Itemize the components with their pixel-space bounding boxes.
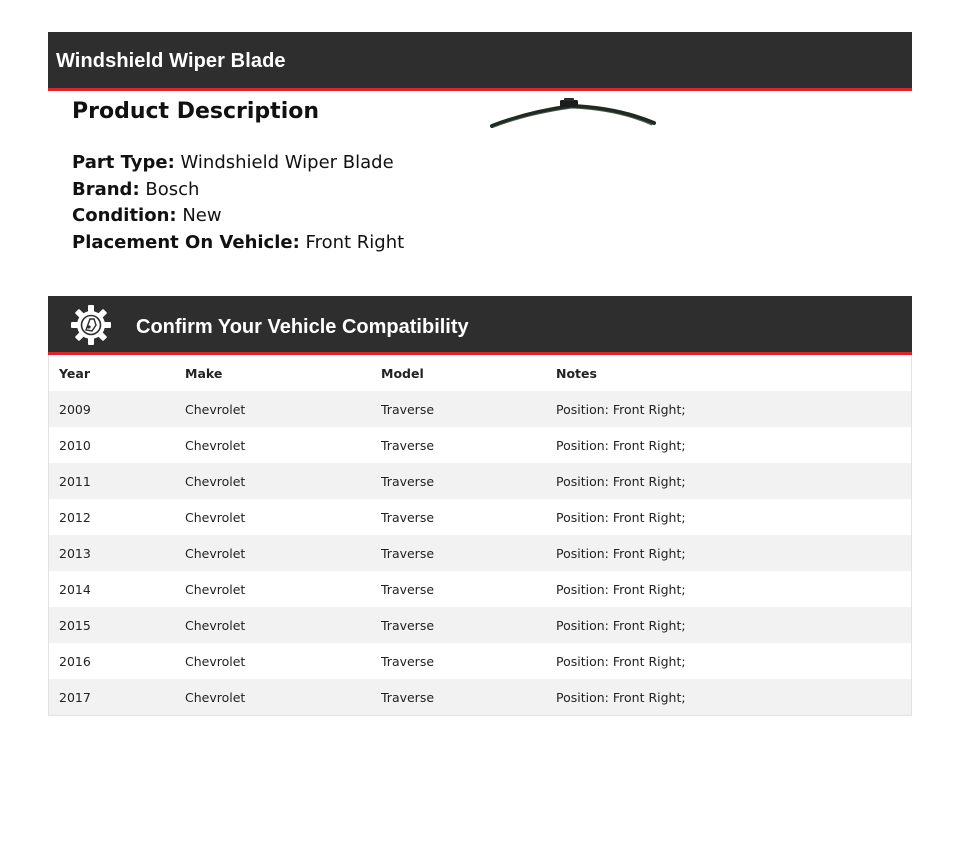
page-title: Windshield Wiper Blade: [56, 50, 286, 72]
column-header-notes: Notes: [546, 355, 911, 391]
spec-label: Part Type:: [72, 152, 175, 173]
cell-notes: Position: Front Right;: [546, 571, 911, 607]
column-header-model: Model: [371, 355, 546, 391]
cell-notes: Position: Front Right;: [546, 535, 911, 571]
compatibility-table: [48, 355, 912, 716]
cell-model: Traverse: [371, 499, 546, 535]
spec-value: Bosch: [145, 178, 200, 200]
cell-notes: Position: Front Right;: [546, 391, 911, 427]
table-row: [49, 607, 911, 643]
table-row: [49, 499, 911, 535]
cell-year: 2011: [49, 463, 175, 499]
spec-part-type: [72, 150, 472, 177]
spec-label: Placement On Vehicle:: [72, 231, 300, 253]
cell-make: Chevrolet: [175, 679, 371, 715]
cell-make: Chevrolet: [175, 643, 371, 679]
cell-make: Chevrolet: [175, 391, 371, 427]
spec-list: [72, 150, 472, 256]
cell-model: Traverse: [371, 535, 546, 571]
cell-year: 2012: [49, 499, 175, 535]
table-row: [49, 427, 911, 463]
cell-model: Traverse: [371, 571, 546, 607]
spec-value: Windshield Wiper Blade: [180, 152, 394, 173]
cell-make: Chevrolet: [175, 607, 371, 643]
table-row: [49, 571, 911, 607]
table-header-row: [49, 355, 911, 391]
cell-notes: Position: Front Right;: [546, 427, 911, 463]
cell-model: Traverse: [371, 607, 546, 643]
table-row: [49, 679, 911, 715]
column-header-make: Make: [175, 355, 371, 391]
product-description: [72, 96, 472, 256]
spec-value: New: [182, 205, 222, 226]
cell-model: Traverse: [371, 427, 546, 463]
cell-notes: Position: Front Right;: [546, 463, 911, 499]
cell-notes: Position: Front Right;: [546, 607, 911, 643]
spec-label: Brand:: [72, 178, 140, 200]
cell-make: Chevrolet: [175, 427, 371, 463]
table-row: [49, 643, 911, 679]
description-heading: Product Description: [72, 99, 320, 124]
spec-brand: [72, 177, 472, 204]
column-header-year: Year: [49, 355, 175, 391]
cell-year: 2016: [49, 643, 175, 679]
cell-year: 2009: [49, 391, 175, 427]
cell-year: 2013: [49, 535, 175, 571]
compatibility-bar: [48, 296, 912, 355]
cell-notes: Position: Front Right;: [546, 643, 911, 679]
wiper-blade-image: [488, 96, 658, 136]
spec-value: Front Right: [305, 231, 405, 253]
cell-make: Chevrolet: [175, 499, 371, 535]
cell-model: Traverse: [371, 643, 546, 679]
spec-label: Condition:: [72, 205, 177, 226]
table-row: [49, 463, 911, 499]
cell-model: Traverse: [371, 463, 546, 499]
cell-year: 2010: [49, 427, 175, 463]
table-row: [49, 391, 911, 427]
cell-make: Chevrolet: [175, 571, 371, 607]
compatibility-title: Confirm Your Vehicle Compatibility: [136, 316, 469, 338]
cell-model: Traverse: [371, 679, 546, 715]
cell-year: 2017: [49, 679, 175, 715]
spec-placement: [72, 230, 472, 257]
cell-model: Traverse: [371, 391, 546, 427]
gear-car-icon: [70, 304, 112, 346]
cell-year: 2015: [49, 607, 175, 643]
cell-year: 2014: [49, 571, 175, 607]
title-bar: [48, 32, 912, 91]
cell-notes: Position: Front Right;: [546, 499, 911, 535]
spec-condition: [72, 203, 472, 230]
cell-notes: Position: Front Right;: [546, 679, 911, 715]
cell-make: Chevrolet: [175, 535, 371, 571]
cell-make: Chevrolet: [175, 463, 371, 499]
table-row: [49, 535, 911, 571]
